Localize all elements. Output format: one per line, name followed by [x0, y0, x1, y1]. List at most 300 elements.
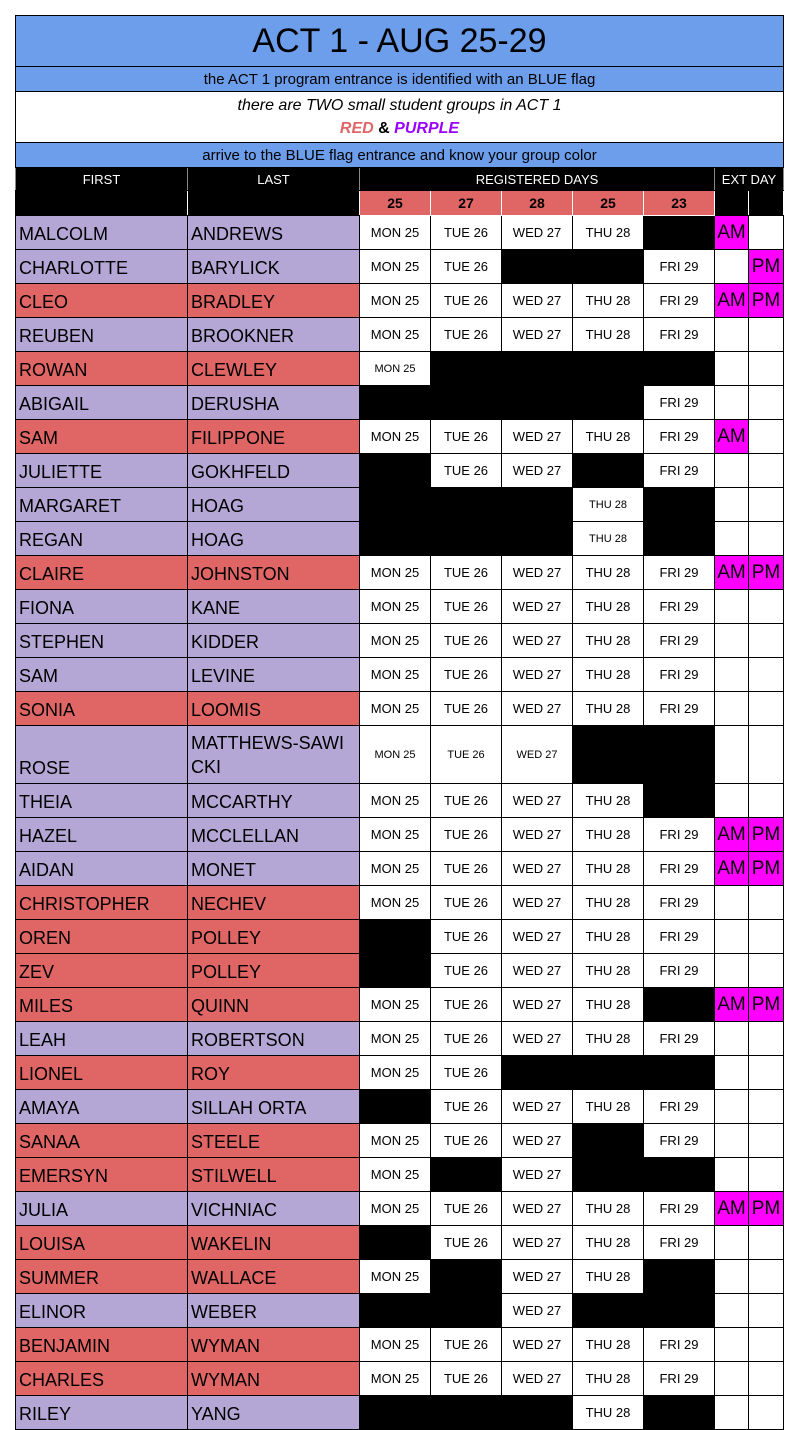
last-name-cell: WEBER	[188, 1294, 360, 1328]
registered-day-cell: FRI 29	[644, 1226, 715, 1260]
student-row	[16, 1294, 784, 1328]
registered-day-cell: MON 25	[360, 988, 431, 1022]
last-name-cell: POLLEY	[188, 920, 360, 954]
last-name-cell: BRADLEY	[188, 284, 360, 318]
unregistered-day-cell	[644, 352, 715, 386]
page-title: ACT 1 - AUG 25-29	[16, 16, 784, 67]
ext-day-am-cell: AM	[715, 284, 749, 318]
registered-day-cell: TUE 26	[431, 590, 502, 624]
ext-day-pm-cell	[749, 1158, 784, 1192]
first-name-cell: MARGARET	[16, 488, 188, 522]
registered-day-cell: MON 25	[360, 692, 431, 726]
unregistered-day-cell	[573, 1158, 644, 1192]
registered-day-cell: WED 27	[502, 420, 573, 454]
ext-day-pm-cell	[749, 1226, 784, 1260]
registered-day-cell: MON 25	[360, 852, 431, 886]
first-name-cell: LOUISA	[16, 1226, 188, 1260]
day-number: 25	[360, 191, 431, 216]
student-row	[16, 216, 784, 250]
unregistered-day-cell	[573, 352, 644, 386]
student-row	[16, 284, 784, 318]
registered-day-cell: THU 28	[573, 784, 644, 818]
first-name-cell: REUBEN	[16, 318, 188, 352]
first-name-cell: MILES	[16, 988, 188, 1022]
header-ext-day: EXT DAY	[715, 168, 784, 191]
registered-day-cell: FRI 29	[644, 318, 715, 352]
unregistered-day-cell	[502, 522, 573, 556]
ext-day-am-cell: AM	[715, 556, 749, 590]
first-name-cell: EMERSYN	[16, 1158, 188, 1192]
ext-day-am-cell	[715, 590, 749, 624]
unregistered-day-cell	[431, 1158, 502, 1192]
ext-day-am-cell	[715, 1362, 749, 1396]
last-name-cell: CLEWLEY	[188, 352, 360, 386]
last-name-line: CKI	[191, 757, 222, 777]
registered-day-cell: TUE 26	[431, 1056, 502, 1090]
last-name-cell: WALLACE	[188, 1260, 360, 1294]
last-name-cell: ROY	[188, 1056, 360, 1090]
unregistered-day-cell	[573, 454, 644, 488]
registered-day-cell: THU 28	[573, 1260, 644, 1294]
entrance-note: the ACT 1 program entrance is identified with an BLUE flag	[16, 67, 784, 92]
unregistered-day-cell	[431, 1260, 502, 1294]
registered-day-cell: WED 27	[502, 1124, 573, 1158]
ext-day-am-cell	[715, 454, 749, 488]
ext-day-pm-cell	[749, 1056, 784, 1090]
registered-day-cell: FRI 29	[644, 886, 715, 920]
registered-day-cell: MON 25	[360, 318, 431, 352]
unregistered-day-cell	[431, 352, 502, 386]
registered-day-cell: WED 27	[502, 1260, 573, 1294]
ext-day-pm-cell: PM	[749, 852, 784, 886]
unregistered-day-cell	[644, 488, 715, 522]
unregistered-day-cell	[502, 488, 573, 522]
registered-day-cell: TUE 26	[431, 1328, 502, 1362]
registered-day-cell: TUE 26	[431, 954, 502, 988]
student-row	[16, 318, 784, 352]
first-name-cell: CLEO	[16, 284, 188, 318]
student-row	[16, 1362, 784, 1396]
last-name-cell: DERUSHA	[188, 386, 360, 420]
unregistered-day-cell	[360, 454, 431, 488]
unregistered-day-cell	[431, 386, 502, 420]
registered-day-cell: TUE 26	[431, 726, 502, 784]
header-blank	[715, 191, 749, 216]
registered-day-cell: TUE 26	[431, 920, 502, 954]
registered-day-cell: THU 28	[573, 1022, 644, 1056]
last-name-cell: FILIPPONE	[188, 420, 360, 454]
ext-day-pm-cell	[749, 590, 784, 624]
student-row	[16, 590, 784, 624]
ext-day-pm-cell: PM	[749, 818, 784, 852]
last-name-cell: BARYLICK	[188, 250, 360, 284]
last-name-cell: SILLAH ORTA	[188, 1090, 360, 1124]
ext-day-pm-cell	[749, 488, 784, 522]
registered-day-cell: MON 25	[360, 818, 431, 852]
first-name-cell: CHRISTOPHER	[16, 886, 188, 920]
registered-day-cell: WED 27	[502, 1362, 573, 1396]
unregistered-day-cell	[644, 1294, 715, 1328]
ext-day-am-cell	[715, 920, 749, 954]
registered-day-cell: WED 27	[502, 920, 573, 954]
registered-day-cell: THU 28	[573, 1328, 644, 1362]
ext-day-pm-cell: PM	[749, 250, 784, 284]
first-name-cell: HAZEL	[16, 818, 188, 852]
groups-note: there are TWO small student groups in ACT 1	[237, 97, 562, 114]
registered-day-cell: WED 27	[502, 1192, 573, 1226]
unregistered-day-cell	[573, 250, 644, 284]
registered-day-cell: THU 28	[573, 1090, 644, 1124]
registered-day-cell: FRI 29	[644, 590, 715, 624]
ext-day-am-cell: AM	[715, 818, 749, 852]
ext-day-am-cell	[715, 726, 749, 784]
student-row	[16, 988, 784, 1022]
first-name-cell: RILEY	[16, 1396, 188, 1430]
ext-day-am-cell	[715, 886, 749, 920]
student-row	[16, 1192, 784, 1226]
ext-day-am-cell: AM	[715, 1192, 749, 1226]
header-last: LAST	[188, 168, 360, 191]
student-row	[16, 1124, 784, 1158]
unregistered-day-cell	[360, 1294, 431, 1328]
first-name-cell: CHARLES	[16, 1362, 188, 1396]
registered-day-cell: WED 27	[502, 1294, 573, 1328]
ext-day-pm-cell	[749, 1124, 784, 1158]
student-row	[16, 250, 784, 284]
last-name-cell: STEELE	[188, 1124, 360, 1158]
student-row	[16, 1090, 784, 1124]
day-number-row	[16, 191, 784, 216]
registered-day-cell: THU 28	[573, 852, 644, 886]
registered-day-cell: WED 27	[502, 624, 573, 658]
registered-day-cell: FRI 29	[644, 852, 715, 886]
student-row	[16, 352, 784, 386]
ext-day-am-cell	[715, 1328, 749, 1362]
first-name-cell: THEIA	[16, 784, 188, 818]
registered-day-cell: MON 25	[360, 284, 431, 318]
unregistered-day-cell	[644, 726, 715, 784]
registered-day-cell: MON 25	[360, 352, 431, 386]
registered-day-cell: FRI 29	[644, 1328, 715, 1362]
ext-day-am-cell	[715, 250, 749, 284]
groups-note-cell	[16, 92, 784, 143]
group-red-label: RED	[339, 120, 374, 137]
group-ampersand: &	[378, 120, 390, 137]
registered-day-cell: WED 27	[502, 318, 573, 352]
last-name-cell: KIDDER	[188, 624, 360, 658]
registered-day-cell: MON 25	[360, 420, 431, 454]
registered-day-cell: FRI 29	[644, 1362, 715, 1396]
last-name-cell: MCCLELLAN	[188, 818, 360, 852]
first-name-cell: SAM	[16, 658, 188, 692]
ext-day-pm-cell: PM	[749, 988, 784, 1022]
registered-day-cell: WED 27	[502, 1090, 573, 1124]
ext-day-pm-cell	[749, 726, 784, 784]
first-name-cell: JULIETTE	[16, 454, 188, 488]
registered-day-cell: THU 28	[573, 556, 644, 590]
registered-day-cell: MON 25	[360, 1022, 431, 1056]
registered-day-cell: THU 28	[573, 988, 644, 1022]
student-row	[16, 556, 784, 590]
last-name-cell: STILWELL	[188, 1158, 360, 1192]
student-row	[16, 1328, 784, 1362]
registered-day-cell: THU 28	[573, 954, 644, 988]
unregistered-day-cell	[502, 1056, 573, 1090]
registered-day-cell: TUE 26	[431, 852, 502, 886]
ext-day-am-cell	[715, 1158, 749, 1192]
last-name-cell: YANG	[188, 1396, 360, 1430]
registered-day-cell: MON 25	[360, 1056, 431, 1090]
last-name-cell: POLLEY	[188, 954, 360, 988]
registered-day-cell: WED 27	[502, 988, 573, 1022]
ext-day-am-cell	[715, 386, 749, 420]
registered-day-cell: TUE 26	[431, 886, 502, 920]
first-name-cell: FIONA	[16, 590, 188, 624]
last-name-cell: VICHNIAC	[188, 1192, 360, 1226]
student-row	[16, 954, 784, 988]
student-row	[16, 1022, 784, 1056]
registered-day-cell: THU 28	[573, 1362, 644, 1396]
last-name-cell: ANDREWS	[188, 216, 360, 250]
first-name-cell: CLAIRE	[16, 556, 188, 590]
ext-day-am-cell	[715, 352, 749, 386]
last-name-cell: KANE	[188, 590, 360, 624]
unregistered-day-cell	[360, 386, 431, 420]
first-name-cell: CHARLOTTE	[16, 250, 188, 284]
student-row	[16, 488, 784, 522]
ext-day-am-cell	[715, 1022, 749, 1056]
unregistered-day-cell	[644, 1158, 715, 1192]
unregistered-day-cell	[573, 1124, 644, 1158]
registered-day-cell: FRI 29	[644, 692, 715, 726]
unregistered-day-cell	[360, 1226, 431, 1260]
ext-day-pm-cell: PM	[749, 556, 784, 590]
registered-day-cell: MON 25	[360, 1328, 431, 1362]
student-row	[16, 1226, 784, 1260]
first-name-cell: OREN	[16, 920, 188, 954]
ext-day-am-cell: AM	[715, 420, 749, 454]
unregistered-day-cell	[502, 386, 573, 420]
header-row	[16, 168, 784, 191]
student-row	[16, 784, 784, 818]
ext-day-am-cell	[715, 1294, 749, 1328]
ext-day-am-cell: AM	[715, 988, 749, 1022]
unregistered-day-cell	[360, 954, 431, 988]
unregistered-day-cell	[502, 1396, 573, 1430]
first-name-cell: STEPHEN	[16, 624, 188, 658]
registered-day-cell: TUE 26	[431, 318, 502, 352]
header-blank	[16, 191, 188, 216]
unregistered-day-cell	[431, 1396, 502, 1430]
student-row	[16, 658, 784, 692]
student-row	[16, 920, 784, 954]
roster-sheet	[15, 15, 783, 1430]
last-name-cell: QUINN	[188, 988, 360, 1022]
registered-day-cell: WED 27	[502, 784, 573, 818]
registered-day-cell: MON 25	[360, 216, 431, 250]
registered-day-cell: WED 27	[502, 590, 573, 624]
first-name-cell: AMAYA	[16, 1090, 188, 1124]
registered-day-cell: FRI 29	[644, 1124, 715, 1158]
unregistered-day-cell	[644, 1056, 715, 1090]
registered-day-cell: TUE 26	[431, 1090, 502, 1124]
student-row	[16, 726, 784, 784]
student-row	[16, 522, 784, 556]
student-row	[16, 1056, 784, 1090]
ext-day-am-cell	[715, 1260, 749, 1294]
last-name-cell: LEVINE	[188, 658, 360, 692]
registered-day-cell: TUE 26	[431, 284, 502, 318]
registered-day-cell: FRI 29	[644, 624, 715, 658]
ext-day-pm-cell	[749, 318, 784, 352]
group-colors	[16, 117, 783, 140]
unregistered-day-cell	[360, 522, 431, 556]
registered-day-cell: MON 25	[360, 624, 431, 658]
first-name-cell: SONIA	[16, 692, 188, 726]
ext-day-pm-cell	[749, 386, 784, 420]
ext-day-am-cell	[715, 1396, 749, 1430]
ext-day-pm-cell	[749, 1260, 784, 1294]
registered-day-cell: THU 28	[573, 1226, 644, 1260]
registered-day-cell: THU 28	[573, 318, 644, 352]
student-row	[16, 886, 784, 920]
registered-day-cell: TUE 26	[431, 556, 502, 590]
registered-day-cell: WED 27	[502, 1226, 573, 1260]
first-name-cell: BENJAMIN	[16, 1328, 188, 1362]
registered-day-cell: TUE 26	[431, 454, 502, 488]
ext-day-am-cell: AM	[715, 216, 749, 250]
unregistered-day-cell	[431, 1294, 502, 1328]
registered-day-cell: MON 25	[360, 590, 431, 624]
first-name-cell: ROWAN	[16, 352, 188, 386]
header-blank	[749, 191, 784, 216]
ext-day-pm-cell	[749, 352, 784, 386]
registered-day-cell: THU 28	[573, 818, 644, 852]
registered-day-cell: MON 25	[360, 658, 431, 692]
last-name-cell: LOOMIS	[188, 692, 360, 726]
registered-day-cell: WED 27	[502, 1328, 573, 1362]
last-name-cell: NECHEV	[188, 886, 360, 920]
registered-day-cell: FRI 29	[644, 920, 715, 954]
registered-day-cell: TUE 26	[431, 1192, 502, 1226]
registered-day-cell: THU 28	[573, 624, 644, 658]
registered-day-cell: FRI 29	[644, 1090, 715, 1124]
registered-day-cell: THU 28	[573, 522, 644, 556]
first-name-cell: SANAA	[16, 1124, 188, 1158]
student-row	[16, 852, 784, 886]
registered-day-cell: THU 28	[573, 920, 644, 954]
last-name-cell: JOHNSTON	[188, 556, 360, 590]
registered-day-cell: TUE 26	[431, 1226, 502, 1260]
ext-day-am-cell	[715, 1090, 749, 1124]
ext-day-pm-cell	[749, 784, 784, 818]
ext-day-am-cell	[715, 658, 749, 692]
registered-day-cell: TUE 26	[431, 818, 502, 852]
student-row	[16, 1260, 784, 1294]
registered-day-cell: THU 28	[573, 590, 644, 624]
last-name-cell: GOKHFELD	[188, 454, 360, 488]
first-name-cell: AIDAN	[16, 852, 188, 886]
unregistered-day-cell	[644, 1260, 715, 1294]
last-name-cell: WYMAN	[188, 1362, 360, 1396]
registered-day-cell: WED 27	[502, 726, 573, 784]
ext-day-pm-cell	[749, 522, 784, 556]
last-name-cell: WAKELIN	[188, 1226, 360, 1260]
registered-day-cell: WED 27	[502, 692, 573, 726]
ext-day-pm-cell	[749, 1328, 784, 1362]
student-row	[16, 386, 784, 420]
registered-day-cell: FRI 29	[644, 1192, 715, 1226]
last-name-cell: BROOKNER	[188, 318, 360, 352]
last-name-cell: MCCARTHY	[188, 784, 360, 818]
last-name-cell: HOAG	[188, 522, 360, 556]
registered-day-cell: WED 27	[502, 284, 573, 318]
ext-day-am-cell	[715, 1056, 749, 1090]
ext-day-pm-cell	[749, 886, 784, 920]
ext-day-pm-cell	[749, 420, 784, 454]
registered-day-cell: TUE 26	[431, 658, 502, 692]
registered-day-cell: MON 25	[360, 726, 431, 784]
registered-day-cell: FRI 29	[644, 954, 715, 988]
student-row	[16, 624, 784, 658]
ext-day-am-cell	[715, 624, 749, 658]
registered-day-cell: TUE 26	[431, 420, 502, 454]
first-name-cell: LEAH	[16, 1022, 188, 1056]
registered-day-cell: THU 28	[573, 658, 644, 692]
first-name-cell: ZEV	[16, 954, 188, 988]
first-name-cell: ROSE	[16, 726, 188, 784]
registered-day-cell: FRI 29	[644, 818, 715, 852]
ext-day-pm-cell	[749, 658, 784, 692]
ext-day-pm-cell	[749, 1362, 784, 1396]
unregistered-day-cell	[573, 726, 644, 784]
ext-day-pm-cell	[749, 692, 784, 726]
header-first: FIRST	[16, 168, 188, 191]
unregistered-day-cell	[644, 1396, 715, 1430]
first-name-cell: SUMMER	[16, 1260, 188, 1294]
registered-day-cell: WED 27	[502, 852, 573, 886]
registered-day-cell: WED 27	[502, 1158, 573, 1192]
day-number: 25	[573, 191, 644, 216]
unregistered-day-cell	[360, 1090, 431, 1124]
unregistered-day-cell	[502, 352, 573, 386]
ext-day-am-cell	[715, 784, 749, 818]
ext-day-pm-cell	[749, 454, 784, 488]
registered-day-cell: WED 27	[502, 886, 573, 920]
day-number: 28	[502, 191, 573, 216]
ext-day-pm-cell	[749, 920, 784, 954]
unregistered-day-cell	[644, 784, 715, 818]
unregistered-day-cell	[360, 1396, 431, 1430]
ext-day-pm-cell	[749, 1090, 784, 1124]
ext-day-am-cell	[715, 1226, 749, 1260]
registered-day-cell: TUE 26	[431, 1362, 502, 1396]
unregistered-day-cell	[573, 1294, 644, 1328]
unregistered-day-cell	[644, 988, 715, 1022]
student-row	[16, 454, 784, 488]
registered-day-cell: THU 28	[573, 216, 644, 250]
registered-day-cell: THU 28	[573, 1396, 644, 1430]
first-name-cell: MALCOLM	[16, 216, 188, 250]
first-name-cell: JULIA	[16, 1192, 188, 1226]
last-name-cell: HOAG	[188, 488, 360, 522]
student-row	[16, 1158, 784, 1192]
registered-day-cell: WED 27	[502, 818, 573, 852]
registered-day-cell: MON 25	[360, 1192, 431, 1226]
registered-day-cell: FRI 29	[644, 284, 715, 318]
registered-day-cell: TUE 26	[431, 624, 502, 658]
unregistered-day-cell	[431, 488, 502, 522]
